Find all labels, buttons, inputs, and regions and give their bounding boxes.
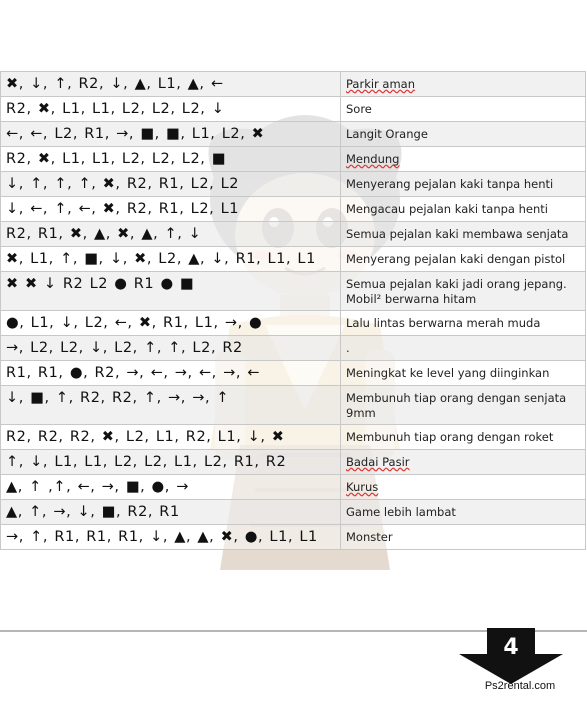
effect-text: .: [346, 341, 350, 355]
button-combo: ↓, ■, ↑, R2, R2, ↑, →, →, ↑: [1, 386, 341, 425]
cheat-code-table: [0, 71, 586, 550]
table-row: [1, 336, 586, 361]
button-combo: R2, ✖, L1, L1, L2, L2, L2, ↓: [1, 97, 341, 122]
cheat-table-body: [1, 72, 586, 550]
cheat-effect: [341, 172, 586, 197]
cheat-effect: [341, 72, 586, 97]
table-row: [1, 222, 586, 247]
cheat-effect: [341, 147, 586, 172]
effect-text: Kurus: [346, 480, 379, 494]
cheat-effect: [341, 450, 586, 475]
button-combo: ↓, ↑, ↑, ↑, ✖, R2, R1, L2, L2: [1, 172, 341, 197]
button-combo: R2, R2, R2, ✖, L2, L1, R2, L1, ↓, ✖: [1, 425, 341, 450]
cheat-effect: [341, 222, 586, 247]
page-number: 4: [503, 635, 519, 660]
effect-text: Game lebih lambat: [346, 505, 456, 519]
effect-text: Badai Pasir: [346, 455, 410, 469]
table-row: [1, 172, 586, 197]
table-row: [1, 361, 586, 386]
table-row: [1, 311, 586, 336]
button-combo: R2, ✖, L1, L1, L2, L2, L2, ■: [1, 147, 341, 172]
cheat-effect: [341, 475, 586, 500]
table-row: [1, 197, 586, 222]
cheat-effect: [341, 361, 586, 386]
table-row: [1, 500, 586, 525]
effect-text: Parkir aman: [346, 77, 416, 91]
table-row: [1, 272, 586, 311]
effect-text: Menyerang pejalan kaki dengan pistol: [346, 252, 566, 266]
button-combo: →, L2, L2, ↓, L2, ↑, ↑, L2, R2: [1, 336, 341, 361]
button-combo: ●, L1, ↓, L2, ←, ✖, R1, L1, →, ●: [1, 311, 341, 336]
button-combo: →, ↑, R1, R1, R1, ↓, ▲, ▲, ✖, ●, L1, L1: [1, 525, 341, 550]
cheat-effect: [341, 272, 586, 311]
effect-text: Meningkat ke level yang diinginkan: [346, 366, 550, 380]
button-combo: ✖, ↓, ↑, R2, ↓, ▲, L1, ▲, ←: [1, 72, 341, 97]
button-combo: ✖ ✖ ↓ R2 L2 ● R1 ● ■: [1, 272, 341, 311]
effect-text: Mengacau pejalan kaki tanpa henti: [346, 202, 548, 216]
table-row: [1, 525, 586, 550]
effect-text: Membunuh tiap orang dengan senjata 9mm: [346, 391, 567, 420]
table-row: [1, 97, 586, 122]
effect-text: Langit Orange: [346, 127, 428, 141]
button-combo: ↓, ←, ↑, ←, ✖, R2, R1, L2, L1: [1, 197, 341, 222]
table-row: [1, 147, 586, 172]
site-label: Ps2rental.com: [484, 680, 556, 692]
button-combo: ▲, ↑ ,↑, ←, →, ■, ●, →: [1, 475, 341, 500]
table-row: [1, 450, 586, 475]
cheat-effect: [341, 336, 586, 361]
cheat-effect: [341, 122, 586, 147]
button-combo: R2, R1, ✖, ▲, ✖, ▲, ↑, ↓: [1, 222, 341, 247]
effect-text: Monster: [346, 530, 393, 544]
button-combo: ←, ←, L2, R1, →, ■, ■, L1, L2, ✖: [1, 122, 341, 147]
effect-text: Semua pejalan kaki membawa senjata: [346, 227, 569, 241]
cheat-effect: [341, 425, 586, 450]
cheat-effect: [341, 500, 586, 525]
effect-text: Mendung: [346, 152, 400, 166]
effect-text: Menyerang pejalan kaki tanpa henti: [346, 177, 554, 191]
table-row: [1, 386, 586, 425]
button-combo: ▲, ↑, →, ↓, ■, R2, R1: [1, 500, 341, 525]
button-combo: R1, R1, ●, R2, →, ←, →, ←, →, ←: [1, 361, 341, 386]
table-row: [1, 72, 586, 97]
effect-text: Lalu lintas berwarna merah muda: [346, 316, 541, 330]
effect-text: Sore: [346, 102, 372, 116]
button-combo: ✖, L1, ↑, ■, ↓, ✖, L2, ▲, ↓, R1, L1, L1: [1, 247, 341, 272]
cheat-effect: [341, 311, 586, 336]
effect-text: Semua pejalan kaki jadi orang jepang. Mobil² berwarna hitam: [346, 277, 567, 306]
table-row: [1, 247, 586, 272]
cheat-effect: [341, 247, 586, 272]
cheat-effect: [341, 525, 586, 550]
button-combo: ↑, ↓, L1, L1, L2, L2, L1, L2, R1, R2: [1, 450, 341, 475]
effect-text: Membunuh tiap orang dengan roket: [346, 430, 554, 444]
table-row: [1, 425, 586, 450]
table-row: [1, 475, 586, 500]
cheat-effect: [341, 197, 586, 222]
table-row: [1, 122, 586, 147]
cheat-effect: [341, 97, 586, 122]
cheat-effect: [341, 386, 586, 425]
